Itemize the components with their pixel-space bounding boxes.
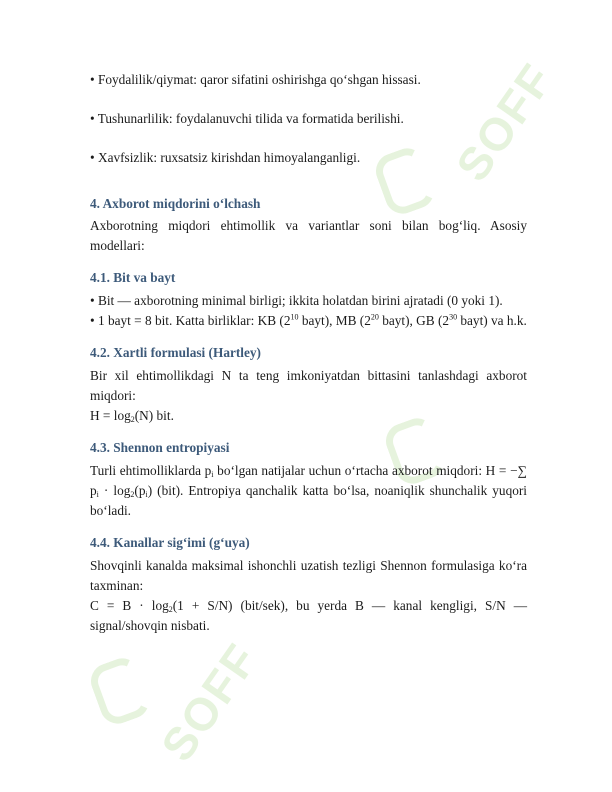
bullet-usefulness: • Foydalilik/qiymat: qaror sifatini oshirishga qo‘shgan hissasi. <box>90 72 421 87</box>
channel-capacity-formula: $C = B \cdot \log_2(1 + S/N)$ (bit/sek), bu yerda B — kanal kengligi, S/N — signal/shovqin nisbati. <box>90 598 528 633</box>
bullet-security: • Xavfsizlik: ruxsatsiz kirishdan himoyalanganligi. <box>90 150 361 165</box>
section-heading-4: 4. Axborot miqdorini o‘lchash <box>90 196 261 211</box>
section-heading-4-2: 4.2. Xartli formulasi (Hartley) <box>90 345 261 360</box>
section-4-intro: Axborotning miqdori ehtimollik va variantlar soni bilan bog‘liq. Asosiy modellari: <box>90 218 527 253</box>
watermark-text: SOFF <box>445 53 564 191</box>
channel-capacity-text: Shovqinli kanalda maksimal ishonchli uzatish tezligi Shennon formulasiga ko‘ra taxminan: <box>90 558 527 593</box>
section-heading-4-3: 4.3. Shennon entropiyasi <box>90 440 230 455</box>
watermark-logo-icon <box>95 660 145 722</box>
hartley-formula: $H = \log_2(N)$ bit. <box>90 408 174 424</box>
byte-definition: • 1 bayt = 8 bit. Katta birliklar: KB ($2^{10}$ bayt), MB ($2^{20}$ bayt), GB ($2^{30}$ bayt) va h.k. <box>90 312 527 328</box>
hartley-text: Bir xil ehtimollikdagi N ta teng imkoniyatdan bittasini tanlashdagi axborot miqdori: <box>90 368 527 403</box>
document-body <box>90 70 527 636</box>
section-heading-4-1: 4.1. Bit va bayt <box>90 270 176 285</box>
shannon-entropy-text: Turli ehtimolliklarda $p_i$ bo‘lgan natijalar uchun o‘rtacha axborot miqdori: H = −∑ $p_i \cdot \log_2(p_i)$ (bit). Entropiya qanchalik katta bo‘lsa, noaniqlik shunchalik yuqori bo‘ladi. <box>90 463 528 518</box>
watermark-text: SOFF <box>150 633 269 771</box>
section-heading-4-4: 4.4. Kanallar sig‘imi (g‘uya) <box>90 535 250 550</box>
bit-definition: • Bit — axborotning minimal birligi; ikkita holatdan birini ajratadi (0 yoki 1). <box>90 293 503 308</box>
bullet-clarity: • Tushunarlilik: foydalanuvchi tilida va formatida berilishi. <box>90 111 404 126</box>
